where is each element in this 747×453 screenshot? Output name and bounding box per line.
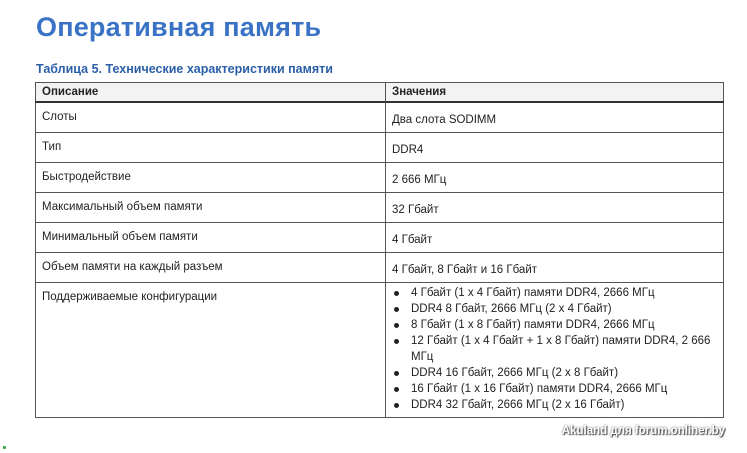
row-label: Объем памяти на каждый разъем [36, 253, 386, 283]
list-item [406, 317, 717, 333]
configurations-list [392, 285, 717, 413]
table-row [36, 102, 724, 133]
table-row [36, 253, 724, 283]
configurations-cell [386, 283, 724, 418]
list-item [406, 397, 717, 413]
row-label: Тип [36, 133, 386, 163]
configuration-text: 16 Гбайт (1 x 16 Гбайт) памяти DDR4, 2666 МГц [411, 383, 668, 395]
watermark: Akuland для forum.onliner.by [561, 425, 725, 437]
corner-mark [3, 446, 6, 449]
row-value: 32 Гбайт [386, 193, 724, 223]
configuration-text: 12 Гбайт (1 x 4 Гбайт + 1 x 8 Гбайт) памяти DDR4, 2 666 МГц [411, 335, 711, 363]
bullet-icon [394, 323, 399, 328]
bullet-icon [394, 291, 399, 296]
bullet-icon [394, 387, 399, 392]
configuration-text: DDR4 32 Гбайт, 2666 МГц (2 x 16 Гбайт) [411, 399, 625, 411]
row-value: 4 Гбайт, 8 Гбайт и 16 Гбайт [386, 253, 724, 283]
configuration-text: DDR4 8 Гбайт, 2666 МГц (2 x 4 Гбайт) [411, 303, 612, 315]
column-header-values: Значения [386, 83, 724, 103]
column-header-description: Описание [36, 83, 386, 103]
bullet-icon [394, 307, 399, 312]
table-header-row [36, 83, 724, 103]
table-row [36, 223, 724, 253]
configuration-text: DDR4 16 Гбайт, 2666 МГц (2 x 8 Гбайт) [411, 367, 619, 379]
page-title: Оперативная память [36, 12, 322, 42]
row-label: Максимальный объем памяти [36, 193, 386, 223]
table-row [36, 163, 724, 193]
row-label: Минимальный объем памяти [36, 223, 386, 253]
memory-specs-table [35, 82, 724, 418]
table-caption: Таблица 5. Технические характеристики памяти [36, 62, 333, 76]
bullet-icon [394, 371, 399, 376]
configuration-text: 4 Гбайт (1 x 4 Гбайт) памяти DDR4, 2666 МГц [411, 287, 655, 299]
table-row [36, 133, 724, 163]
list-item [406, 381, 717, 397]
row-label: Поддерживаемые конфигурации [36, 283, 386, 418]
list-item [406, 301, 717, 317]
row-value: 4 Гбайт [386, 223, 724, 253]
bullet-icon [394, 339, 399, 344]
row-value: 2 666 МГц [386, 163, 724, 193]
row-value: DDR4 [386, 133, 724, 163]
list-item [406, 333, 717, 365]
row-value: Два слота SODIMM [386, 102, 724, 133]
bullet-icon [394, 403, 399, 408]
list-item [406, 285, 717, 301]
table-row [36, 193, 724, 223]
list-item [406, 365, 717, 381]
row-label: Слоты [36, 102, 386, 133]
table-row-configurations [36, 283, 724, 418]
row-label: Быстродействие [36, 163, 386, 193]
configuration-text: 8 Гбайт (1 x 8 Гбайт) памяти DDR4, 2666 МГц [411, 319, 655, 331]
